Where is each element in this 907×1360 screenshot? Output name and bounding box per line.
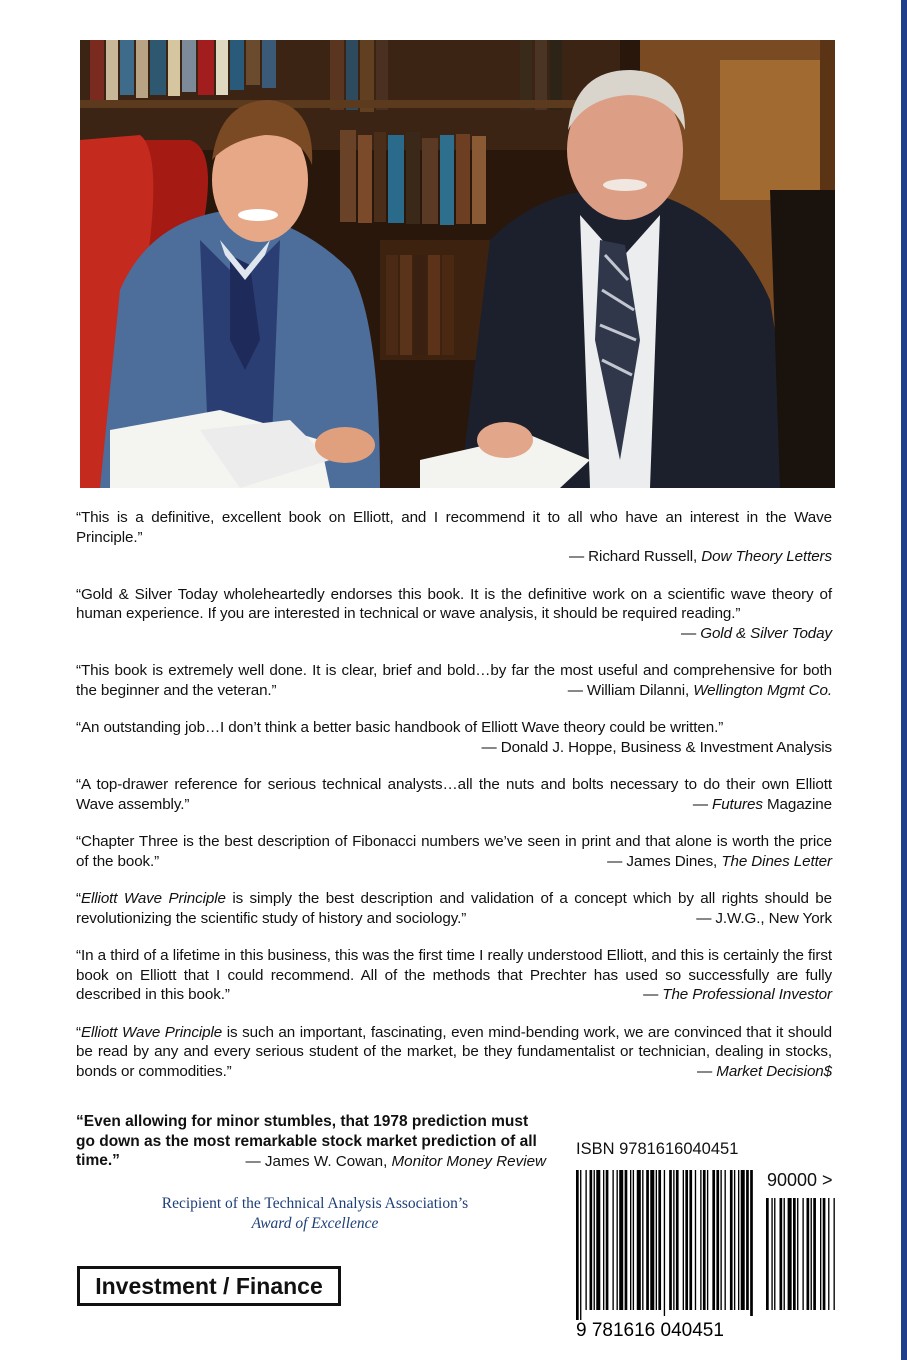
testimonial-list	[76, 508, 832, 1099]
barcode-bar	[700, 1170, 701, 1310]
barcode-bar	[603, 1170, 604, 1310]
testimonial-attribution: — William Dilanni, Wellington Mgmt Co.	[567, 681, 832, 699]
testimonial-text-cont: of the book.”	[76, 852, 160, 870]
addon-bar	[813, 1198, 816, 1310]
barcode-bar	[576, 1170, 579, 1320]
addon-bar	[784, 1198, 785, 1310]
addon-bar	[780, 1198, 783, 1310]
barcode-bar	[707, 1170, 708, 1310]
barcode-bar	[606, 1170, 609, 1310]
testimonial-text: “This book is extremely well done. It is clear, brief and bold…by far the most useful and comprehensive for both	[76, 662, 832, 679]
barcode-bars	[576, 1170, 756, 1340]
testimonial-text-cont: the beginner and the veteran.”	[76, 681, 277, 699]
barcode-bar	[630, 1170, 631, 1310]
barcode-bar	[633, 1170, 634, 1310]
addon-bar	[793, 1198, 796, 1310]
testimonial-attribution: — James Dines, The Dines Letter	[607, 852, 832, 870]
addon-bars	[766, 1198, 835, 1310]
barcode-bar	[703, 1170, 706, 1310]
author-photo	[80, 40, 835, 488]
addon-bar	[788, 1198, 792, 1310]
barcode-bar	[734, 1170, 735, 1310]
testimonial-text: “Elliott Wave Principle is simply the best description and validation of a concept which by all rights should be	[76, 890, 832, 907]
award-line: Recipient of the Technical Analysis Association’s	[161, 1195, 469, 1212]
addon-bar	[797, 1198, 798, 1310]
barcode-bar	[730, 1170, 733, 1310]
addon-bar	[766, 1198, 769, 1310]
testimonial	[76, 585, 832, 644]
barcode-bar	[612, 1170, 613, 1310]
barcode-bar	[625, 1170, 628, 1310]
testimonial-text: “A top-drawer reference for serious technical analysts…all the nuts and bolts necessary to do their own Elliott	[76, 776, 832, 793]
barcode-bar	[689, 1170, 692, 1310]
barcode-bar	[741, 1170, 745, 1310]
price-code: 90000 >	[767, 1170, 833, 1190]
barcode-bar	[750, 1170, 753, 1320]
addon-bar	[802, 1198, 803, 1310]
addon-bar	[807, 1198, 810, 1310]
featured-testimonial: “Even allowing for minor stumbles, that 1978 prediction must go down as the most remarkable stock market prediction of all time.”	[76, 1113, 537, 1169]
testimonial-attribution: — Gold & Silver Today	[681, 624, 832, 642]
featured-testimonial-attribution: — James W. Cowan, Monitor Money Review	[245, 1153, 546, 1170]
award-notice	[100, 1194, 530, 1234]
award-title: Award of Excellence	[251, 1215, 379, 1232]
testimonial-text-cont: revolutionizing the scientific study of history and sociology.”	[76, 909, 467, 927]
barcode-bar	[646, 1170, 649, 1310]
testimonial-attribution: — Donald J. Hoppe, Business & Investment Analysis	[481, 738, 832, 756]
addon-bar	[771, 1198, 772, 1310]
testimonial	[76, 889, 832, 928]
barcode-bar	[669, 1170, 672, 1310]
barcode-bar	[580, 1170, 581, 1320]
barcode-bar	[716, 1170, 719, 1310]
testimonial-attribution: — J.W.G., New York	[696, 909, 832, 927]
barcode-bar	[673, 1170, 674, 1310]
barcode-bar	[685, 1170, 688, 1310]
testimonial	[76, 775, 832, 814]
barcode-bar	[590, 1170, 593, 1310]
addon-bar	[823, 1198, 826, 1310]
testimonial	[76, 718, 832, 757]
addon-bar	[828, 1198, 829, 1310]
testimonial	[76, 946, 832, 1005]
addon-bar	[774, 1198, 775, 1310]
barcode-bar	[676, 1170, 679, 1310]
isbn-label: ISBN 9781616040451	[576, 1140, 739, 1158]
spine-edge	[901, 0, 907, 1360]
testimonial-attribution: — Richard Russell, Dow Theory Letters	[568, 548, 832, 565]
testimonial-attribution: — Market Decision$	[697, 1062, 832, 1080]
barcode-bar	[658, 1170, 661, 1310]
barcode-bar	[619, 1170, 623, 1310]
barcode-bar	[617, 1170, 618, 1310]
barcode-digits: 9 781616 040451	[576, 1320, 724, 1340]
testimonial	[76, 832, 832, 871]
testimonial	[76, 661, 832, 700]
barcode-bar	[712, 1170, 715, 1310]
barcode-bar	[725, 1170, 726, 1310]
barcode-bar	[664, 1170, 665, 1320]
barcode-bar	[596, 1170, 600, 1310]
isbn-barcode	[574, 1140, 837, 1340]
testimonial-text: “An outstanding job…I don’t think a better basic handbook of Elliott Wave theory could be written.”	[76, 719, 724, 736]
testimonial-text: “Elliott Wave Principle is such an important, fascinating, even mind-bending work, we are convinced that it should be read by any and every serious student of the market, be they fundamentalist or technician, dealing in stocks, bonds or commodities.”	[76, 1023, 832, 1080]
barcode-bar	[683, 1170, 684, 1310]
testimonial-text: “Chapter Three is the best description of Fibonacci numbers we’ve seen in print and that alone is worth the price	[76, 833, 832, 850]
testimonial	[76, 508, 832, 567]
testimonial-text: “In a third of a lifetime in this business, this was the first time I really understood Elliott, and this is certainly the first book on Elliott that I could recommend. All of the methods that Prechter has used so successfully are fully described in this book.”	[76, 947, 832, 1003]
testimonial-attribution: — The Professional Investor	[643, 986, 832, 1003]
barcode-bar	[656, 1170, 657, 1310]
testimonial-attribution: — Futures Magazine	[692, 795, 832, 813]
barcode-bar	[642, 1170, 643, 1310]
barcode-bar	[738, 1170, 739, 1310]
barcode-bar	[720, 1170, 721, 1310]
testimonial-text: “This is a definitive, excellent book on Elliott, and I recommend it to all who have an interest in the Wave Principle.”	[76, 509, 832, 546]
category-label: Investment / Finance	[77, 1266, 341, 1306]
barcode-bar	[585, 1170, 586, 1310]
addon-bar	[811, 1198, 812, 1310]
addon-bar	[820, 1198, 821, 1310]
photo-illustration	[80, 40, 835, 488]
addon-bar	[834, 1198, 835, 1310]
barcode-bar	[650, 1170, 654, 1310]
barcode-bar	[637, 1170, 641, 1310]
barcode-bar	[695, 1170, 696, 1310]
testimonial	[76, 1023, 832, 1082]
barcode-bar	[594, 1170, 595, 1310]
testimonial-text-cont: Wave assembly.”	[76, 795, 190, 813]
barcode-bar	[746, 1170, 749, 1310]
testimonial-text: “Gold & Silver Today wholeheartedly endorses this book. It is the definitive work on a scientific wave theory of human experience. If you are interested in technical or wave analysis, it should be required reading.”	[76, 585, 832, 622]
